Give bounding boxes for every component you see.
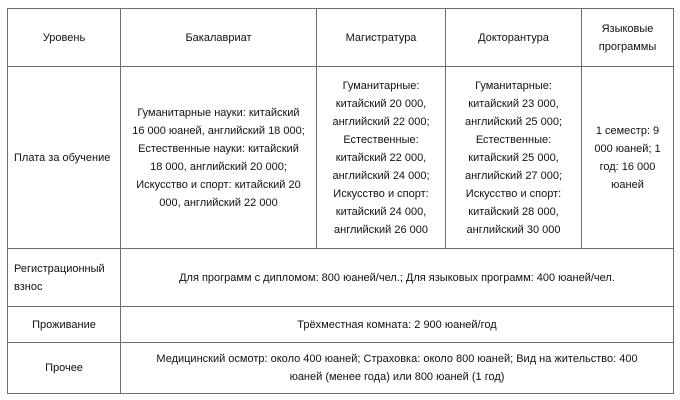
cell-tuition-master-text: Гуманитарные: китайский 20 000, английский 22 000; Естественные: китайский 22 000, английский 24 000; Искусство и спорт: китайский 24 000, английский 26 000 bbox=[332, 79, 430, 236]
table-header-row bbox=[8, 9, 674, 67]
cell-tuition-language-text: 1 семестр: 9 000 юаней; 1 год: 16 000 юаней bbox=[594, 124, 661, 191]
header-master: Магистратура bbox=[317, 9, 446, 67]
cell-tuition-doctoral bbox=[446, 67, 582, 249]
header-level: Уровень bbox=[8, 9, 121, 67]
header-language-programs-label: Языковые программы bbox=[598, 22, 657, 53]
cell-tuition-bachelor-text: Гуманитарные науки: китайский 16 000 юаней, английский 18 000; Естественные науки: китайский 18 000, английский 20 000; Искусство и спорт: китайский 20 000, английский 22 000 bbox=[132, 106, 305, 209]
row-label-other: Прочее bbox=[8, 343, 121, 394]
table-row-other bbox=[8, 343, 674, 394]
cell-other-value-text: Медицинский осмотр: около 400 юаней; Страховка: около 800 юаней; Вид на жительство: 400 юаней (менее года) или 800 юаней (1 год) bbox=[156, 353, 638, 383]
cell-tuition-bachelor bbox=[121, 67, 317, 249]
row-label-housing: Проживание bbox=[8, 307, 121, 343]
tuition-fees-table bbox=[7, 8, 674, 394]
cell-tuition-master bbox=[317, 67, 446, 249]
table-row-registration bbox=[8, 249, 674, 307]
cell-housing-value: Трёхместная комната: 2 900 юаней/год bbox=[121, 307, 674, 343]
cell-tuition-language bbox=[582, 67, 674, 249]
header-bachelor: Бакалавриат bbox=[121, 9, 317, 67]
cell-registration-value: Для программ с дипломом: 800 юаней/чел.; Для языковых программ: 400 юаней/чел. bbox=[121, 249, 674, 307]
header-language-programs bbox=[582, 9, 674, 67]
row-label-registration: Регистрационный взнос bbox=[8, 249, 121, 307]
row-label-tuition: Плата за обучение bbox=[8, 67, 121, 249]
cell-tuition-doctoral-text: Гуманитарные: китайский 23 000, английский 25 000; Естественные: китайский 25 000, английский 27 000; Искусство и спорт: китайский 28 000, английский 30 000 bbox=[464, 79, 563, 236]
cell-other-value bbox=[121, 343, 674, 394]
table-row-tuition bbox=[8, 67, 674, 249]
header-doctoral: Докторантура bbox=[446, 9, 582, 67]
table-row-housing bbox=[8, 307, 674, 343]
